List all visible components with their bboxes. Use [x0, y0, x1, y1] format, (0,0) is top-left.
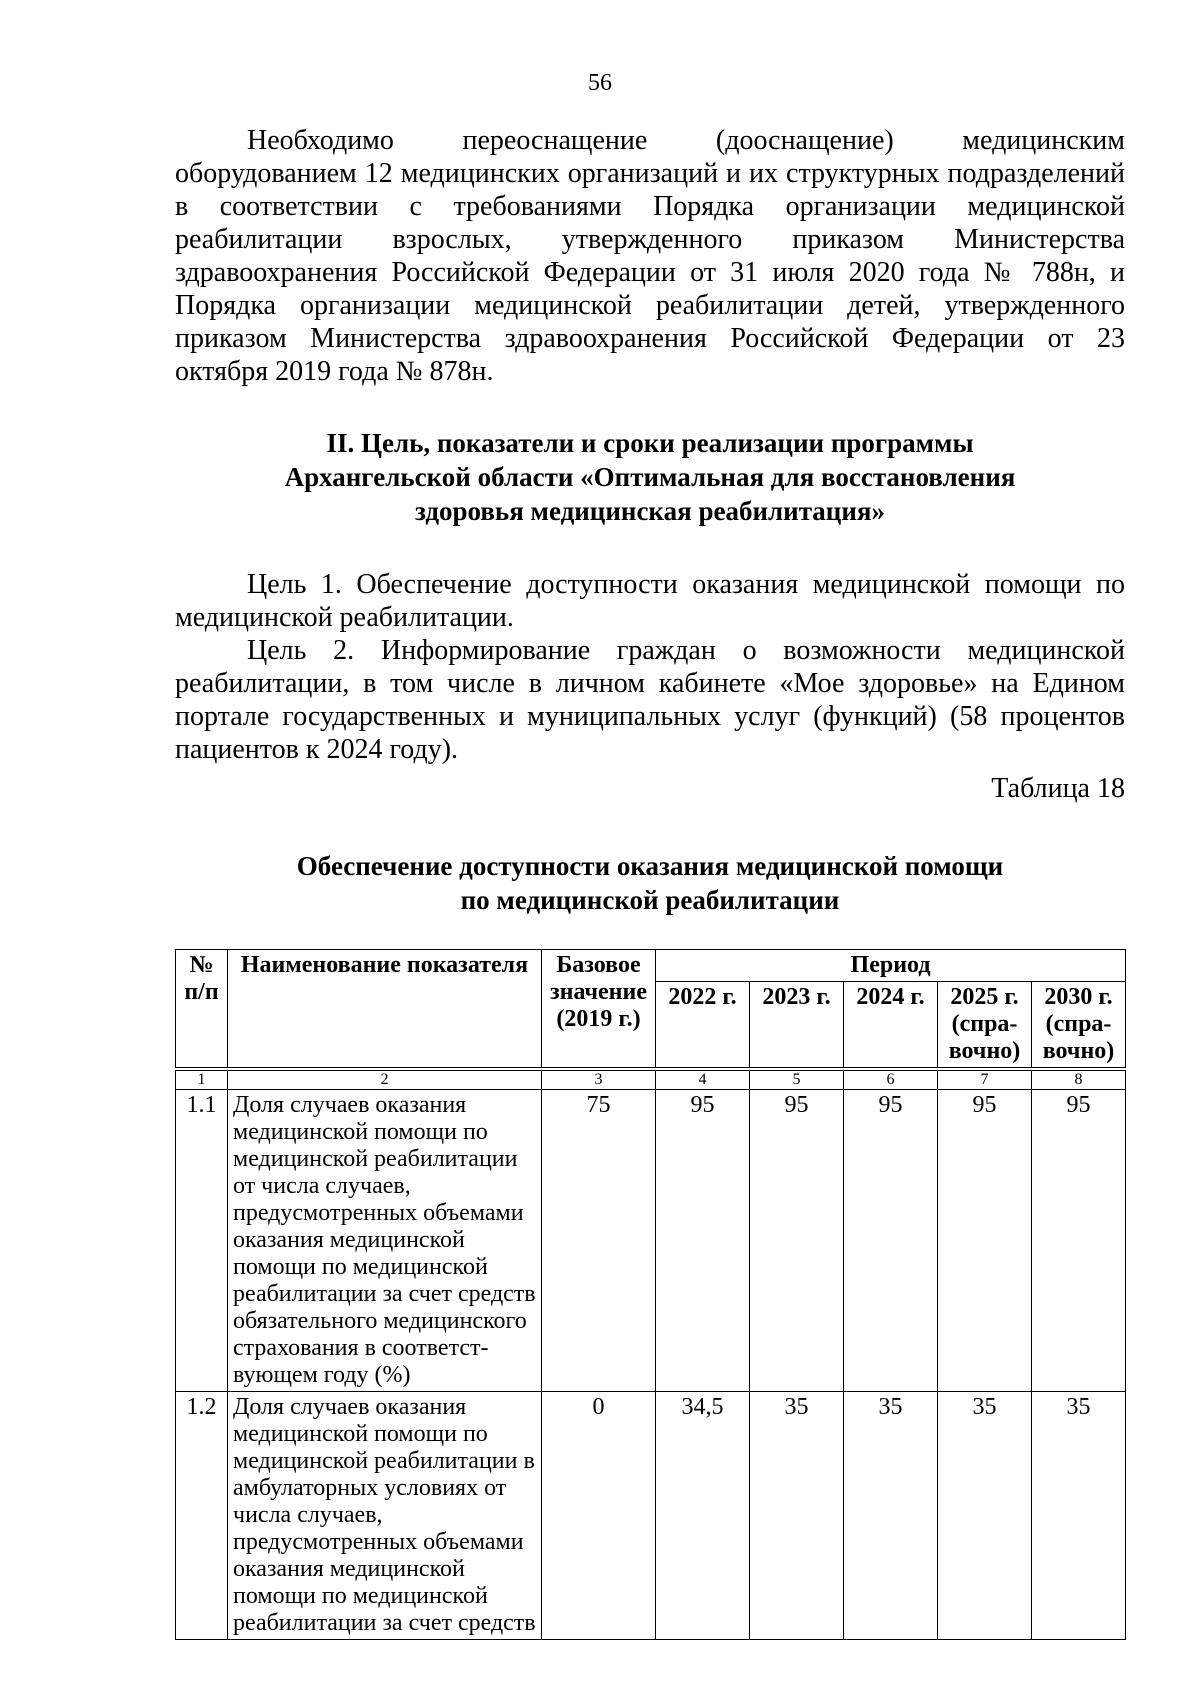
row-num: 1.2	[176, 1392, 228, 1640]
document-body	[175, 124, 1125, 1640]
row-value-2023: 35	[750, 1392, 844, 1640]
row-value-2023: 95	[750, 1090, 844, 1392]
row-value-2022: 95	[656, 1090, 750, 1392]
row-base-value: 0	[542, 1392, 656, 1640]
goal-1-paragraph: Цель 1. Обеспечение доступности оказания медицинской помощи по медицинской реабилитации.	[175, 569, 1125, 633]
page-number: 56	[588, 70, 612, 96]
intro-paragraph: Необходимо переоснащение (дооснащение) медицинским оборудованием 12 медицинских организаций и их структурных подразделений в соответствии с требованиями Порядка организации медицинской реабилитации взрослых, утвержденного приказом Министерства здравоохранения Российской Федерации от 31 июля 2020 года № 788н, и Порядка организации медицинской реабилитации детей, утвержденного приказом Министерства здравоохранения Российской Федерации от 23 октября 2019 года № 878н.	[175, 125, 1125, 387]
table-title-line: Обеспечение доступности оказания медицинской помощи	[296, 851, 1004, 881]
table-header-row	[176, 950, 1126, 982]
header-year-2024: 2024 г.	[844, 982, 938, 1070]
row-value-2024: 95	[844, 1090, 938, 1392]
column-number: 3	[542, 1069, 656, 1090]
section-heading-line: II. Цель, показатели и сроки реализации программы	[326, 428, 974, 458]
column-number: 5	[750, 1069, 844, 1090]
column-number: 2	[228, 1069, 542, 1090]
row-num: 1.1	[176, 1090, 228, 1392]
column-number: 4	[656, 1069, 750, 1090]
column-number-row	[176, 1069, 1126, 1090]
section-heading-line: Архангельской области «Оптимальная для восстановления	[284, 462, 1016, 492]
header-year-2022: 2022 г.	[656, 982, 750, 1070]
table-title	[175, 849, 1125, 917]
row-name: Доля случаев оказания медицинской помощи по медицинской реабилитации в амбулаторных условиях от числа случаев, предусмотренных объемами оказания медицинской помощи по медицинской реабилитации за счет средств	[228, 1392, 542, 1640]
table-row	[176, 1090, 1126, 1392]
row-value-2030: 95	[1032, 1090, 1126, 1392]
column-number: 8	[1032, 1069, 1126, 1090]
table-label: Таблица 18	[991, 773, 1125, 804]
header-name: Наименование показателя	[228, 950, 542, 1070]
column-number: 1	[176, 1069, 228, 1090]
row-value-2030: 35	[1032, 1392, 1126, 1640]
header-year-2030: 2030 г. (спра-вочно)	[1032, 982, 1126, 1070]
row-value-2025: 95	[938, 1090, 1032, 1392]
header-base: Базовое значение (2019 г.)	[542, 950, 656, 1070]
row-value-2025: 35	[938, 1392, 1032, 1640]
goal-2-paragraph: Цель 2. Информирование граждан о возможности медицинской реабилитации, в том числе в личном кабинете «Мое здоровье» на Едином портале государственных и муниципальных услуг (функций) (58 процентов пациентов к 2024 году).	[175, 635, 1125, 765]
table-title-line: по медицинской реабилитации	[460, 885, 840, 915]
table-row	[176, 1392, 1126, 1640]
indicators-table	[175, 949, 1126, 1640]
section-heading	[175, 426, 1125, 528]
header-year-2023: 2023 г.	[750, 982, 844, 1070]
column-number: 6	[844, 1069, 938, 1090]
section-heading-line: здоровья медицинская реабилитация»	[414, 496, 886, 526]
header-period: Период	[656, 950, 1126, 982]
row-value-2024: 35	[844, 1392, 938, 1640]
column-number: 7	[938, 1069, 1032, 1090]
row-base-value: 75	[542, 1090, 656, 1392]
header-num: № п/п	[176, 950, 228, 1070]
row-value-2022: 34,5	[656, 1392, 750, 1640]
header-year-2025: 2025 г. (спра-вочно)	[938, 982, 1032, 1070]
row-name: Доля случаев оказания медицинской помощи по медицинской реабилитации от числа случаев, предусмотренных объемами оказания медицинской помощи по медицинской реабилитации за счет средств обязательного медицинского страхования в соответст-вующем году (%)	[228, 1090, 542, 1392]
